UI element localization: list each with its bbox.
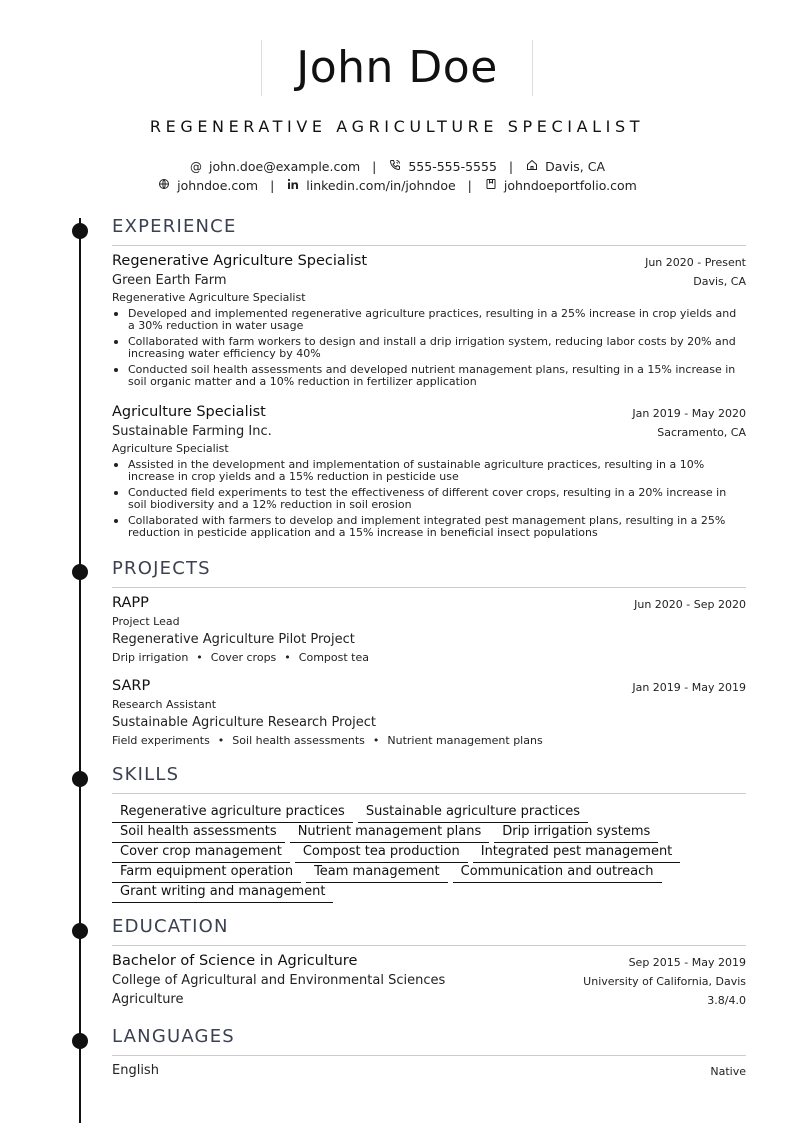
skill-tag: Communication and outreach xyxy=(453,863,662,883)
achievement-item: Collaborated with farm workers to design and install a drip irrigation system, reducing labor costs by 20% and increasing water efficiency by 40% xyxy=(112,336,746,360)
education-dates: Sep 2015 - May 2019 xyxy=(628,956,746,969)
section-title: LANGUAGES xyxy=(112,1026,235,1047)
portfolio-link[interactable]: johndoeportfolio.com xyxy=(503,178,637,193)
job-headline: REGENERATIVE AGRICULTURE SPECIALIST xyxy=(149,117,645,136)
home-icon xyxy=(525,159,539,174)
achievement-list xyxy=(112,459,746,539)
section-divider xyxy=(112,245,746,246)
project-full-name: Regenerative Agriculture Pilot Project xyxy=(112,632,355,647)
project-dates: Jan 2019 - May 2019 xyxy=(632,681,746,694)
name-header xyxy=(0,40,794,96)
contact-line-1 xyxy=(0,159,794,174)
language-entry xyxy=(112,1063,746,1083)
project-tags: Field experiments • Soil health assessments • Nutrient management plans xyxy=(112,734,543,747)
skill-tag: Cover crop management xyxy=(112,843,290,863)
project-name: SARP xyxy=(112,678,151,694)
job-dates: Jun 2020 - Present xyxy=(645,256,746,269)
section-divider xyxy=(112,587,746,588)
skill-tag: Nutrient management plans xyxy=(290,823,490,843)
degree: Bachelor of Science in Agriculture xyxy=(112,953,358,969)
education-entry xyxy=(112,953,746,1012)
university-name: University of California, Davis xyxy=(583,975,746,988)
project-tags: Drip irrigation • Cover crops • Compost tea xyxy=(112,651,369,664)
globe-icon xyxy=(157,178,171,193)
project-role: Project Lead xyxy=(112,615,180,628)
company-name: Sustainable Farming Inc. xyxy=(112,424,272,439)
project-tag: Soil health assessments xyxy=(232,734,365,747)
section-experience xyxy=(112,216,746,246)
job-title: Regenerative Agriculture Specialist xyxy=(112,253,368,269)
location-text: Davis, CA xyxy=(545,159,606,174)
timeline-dot-education xyxy=(72,923,88,939)
job-role: Regenerative Agriculture Specialist xyxy=(112,291,306,304)
phone-link[interactable]: 555-555-5555 xyxy=(408,159,497,174)
experience-entry xyxy=(112,404,746,543)
phone-icon xyxy=(388,159,402,174)
section-divider xyxy=(112,945,746,946)
section-title: EXPERIENCE xyxy=(112,216,237,237)
job-dates: Jan 2019 - May 2020 xyxy=(632,407,746,420)
project-tag: Nutrient management plans xyxy=(387,734,543,747)
separator: | xyxy=(372,159,377,174)
skill-tag: Grant writing and management xyxy=(112,883,333,903)
skill-tag: Farm equipment operation xyxy=(112,863,301,883)
achievement-item: Developed and implemented regenerative agriculture practices, resulting in a 25% increase in crop yields and a 30% reduction in water usage xyxy=(112,308,746,332)
section-divider xyxy=(112,793,746,794)
project-name: RAPP xyxy=(112,595,149,611)
skill-tag: Drip irrigation systems xyxy=(494,823,658,843)
project-tag: Compost tea xyxy=(298,651,369,664)
website-link[interactable]: johndoe.com xyxy=(177,178,259,193)
separator: | xyxy=(508,159,514,174)
major: Agriculture xyxy=(112,992,184,1007)
project-role: Research Assistant xyxy=(112,698,217,711)
job-role: Agriculture Specialist xyxy=(112,442,229,455)
name-frame xyxy=(261,40,533,96)
skill-tag: Compost tea production xyxy=(295,843,468,863)
timeline-dot-projects xyxy=(72,564,88,580)
section-projects xyxy=(112,558,746,588)
job-location: Sacramento, CA xyxy=(657,426,746,439)
project-tag: Drip irrigation xyxy=(112,651,189,664)
separator: | xyxy=(467,178,472,193)
experience-entry xyxy=(112,253,746,392)
skill-tag: Team management xyxy=(306,863,448,883)
section-title: SKILLS xyxy=(112,764,180,785)
timeline-line xyxy=(79,218,81,1123)
section-divider xyxy=(112,1055,746,1056)
achievement-list xyxy=(112,308,746,388)
skill-tag: Regenerative agriculture practices xyxy=(112,803,353,823)
college-name: College of Agricultural and Environmental Sciences xyxy=(112,973,446,988)
timeline-dot-experience xyxy=(72,223,88,239)
project-dates: Jun 2020 - Sep 2020 xyxy=(634,598,746,611)
project-full-name: Sustainable Agriculture Research Project xyxy=(112,715,377,730)
section-title: EDUCATION xyxy=(112,916,229,937)
project-tag: Field experiments xyxy=(112,734,210,747)
project-tag: Cover crops xyxy=(210,651,277,664)
candidate-name: John Doe xyxy=(296,42,498,93)
skills-list xyxy=(112,800,746,900)
achievement-item: Collaborated with farmers to develop and implement integrated pest management plans, resulting in a 25% reduction in pesticide application and a 15% increase in beneficial insect populations xyxy=(112,515,746,539)
section-skills xyxy=(112,764,746,794)
skill-tag: Soil health assessments xyxy=(112,823,285,843)
linkedin-link[interactable]: linkedin.com/in/johndoe xyxy=(306,178,456,193)
section-languages xyxy=(112,1026,746,1056)
skill-tag: Sustainable agriculture practices xyxy=(358,803,588,823)
language-name: English xyxy=(112,1063,159,1078)
section-education xyxy=(112,916,746,946)
gpa: 3.8/4.0 xyxy=(707,994,746,1007)
linkedin-icon xyxy=(286,178,300,193)
language-level: Native xyxy=(710,1065,746,1078)
email-link[interactable]: john.doe@example.com xyxy=(208,159,361,174)
achievement-item: Conducted field experiments to test the effectiveness of different cover crops, resulting in a 20% increase in soil biodiversity and a 12% reduction in soil erosion xyxy=(112,487,746,511)
section-title: PROJECTS xyxy=(112,558,211,579)
achievement-item: Conducted soil health assessments and developed nutrient management plans, resulting in a 15% increase in soil organic matter and a 10% reduction in fertilizer application xyxy=(112,364,746,388)
at-icon: @ xyxy=(189,160,202,174)
skill-tag: Integrated pest management xyxy=(473,843,681,863)
achievement-item: Assisted in the development and implementation of sustainable agriculture practices, resulting in a 10% increase in crop yields and a 15% reduction in pesticide use xyxy=(112,459,746,483)
timeline-dot-skills xyxy=(72,771,88,787)
contact-line-2 xyxy=(0,178,794,193)
company-name: Green Earth Farm xyxy=(112,273,227,288)
project-entry xyxy=(112,678,746,747)
job-title: Agriculture Specialist xyxy=(112,404,266,420)
project-entry xyxy=(112,595,746,664)
portfolio-icon xyxy=(484,178,498,193)
separator: | xyxy=(270,178,275,193)
job-location: Davis, CA xyxy=(693,275,746,288)
timeline-dot-languages xyxy=(72,1033,88,1049)
